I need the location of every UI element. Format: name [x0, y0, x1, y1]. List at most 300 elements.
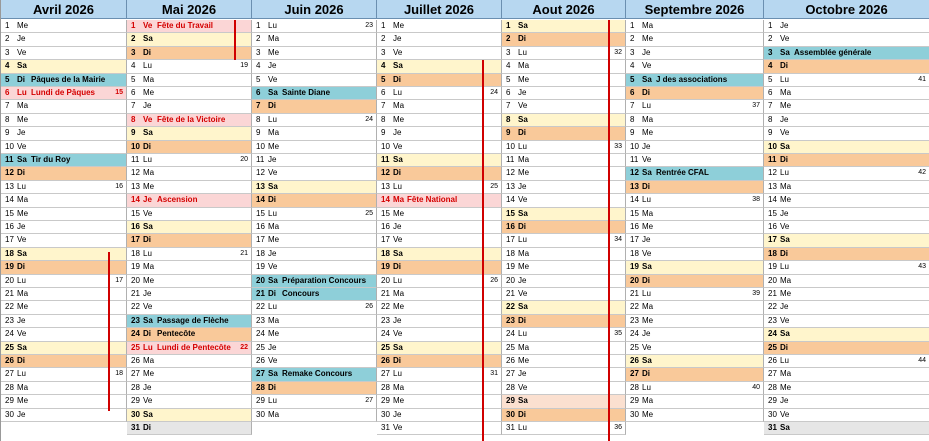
day-row — [626, 275, 764, 288]
day-row — [1, 33, 127, 46]
weekday: Ve — [642, 248, 652, 258]
weekday: Sa — [268, 181, 278, 191]
day-number: 25 — [381, 342, 390, 352]
day-number: 24 — [5, 329, 14, 339]
day-row — [764, 154, 929, 167]
day-number: 3 — [381, 47, 386, 57]
event-label: Rentrée CFAL — [656, 168, 709, 178]
weekday: Ve — [642, 61, 652, 71]
day-number: 14 — [131, 195, 140, 205]
day-row — [1, 221, 127, 234]
day-number: 22 — [381, 302, 390, 312]
month-header: Juillet 2026 — [377, 0, 502, 19]
day-number: 7 — [381, 101, 386, 111]
day-row — [1, 114, 127, 127]
weekday: Ve — [780, 222, 790, 231]
day-row — [252, 342, 377, 355]
day-row — [127, 342, 252, 355]
day-row — [127, 275, 252, 288]
weekday: Je — [518, 181, 527, 191]
weekday: Me — [143, 88, 155, 97]
weekday: Di — [780, 155, 788, 164]
day-row — [377, 47, 502, 60]
day-number: 11 — [5, 155, 14, 164]
week-number: 16 — [115, 182, 123, 190]
weekday: Di — [393, 262, 401, 272]
day-row — [127, 154, 252, 167]
weekday: Lu — [268, 302, 277, 312]
weekday: Ve — [268, 262, 278, 272]
weekday: Ve — [143, 114, 153, 124]
day-number: 14 — [768, 195, 777, 205]
weekday: Lu — [17, 88, 27, 97]
day-row — [764, 181, 929, 194]
weekday: Di — [143, 141, 151, 151]
day-row — [626, 33, 764, 46]
day-row — [764, 33, 929, 46]
day-row — [764, 368, 929, 381]
weekday: Di — [393, 356, 401, 365]
weekday: Ve — [642, 155, 652, 164]
day-number: 30 — [506, 409, 515, 419]
day-row — [127, 328, 252, 341]
day-row — [377, 33, 502, 46]
day-number: 26 — [506, 356, 515, 365]
day-number: 24 — [630, 329, 639, 339]
day-number: 29 — [5, 396, 14, 406]
day-number: 5 — [256, 74, 261, 84]
weekday: Lu — [642, 101, 651, 111]
weekday: Sa — [143, 222, 153, 231]
day-row — [127, 409, 252, 422]
event-label: Assemblée générale — [794, 47, 872, 57]
day-number: 16 — [131, 222, 140, 231]
weekday: Me — [143, 181, 155, 191]
weekday: Di — [17, 74, 25, 84]
day-row — [252, 181, 377, 194]
day-number: 21 — [5, 289, 14, 298]
day-row — [377, 20, 502, 33]
weekday: Sa — [143, 34, 153, 44]
day-number: 21 — [630, 289, 639, 298]
day-number: 31 — [131, 423, 140, 432]
day-row — [1, 60, 127, 73]
weekday: Je — [518, 369, 527, 379]
day-number: 4 — [506, 61, 511, 71]
day-number: 24 — [768, 329, 777, 339]
day-number: 20 — [5, 275, 14, 285]
day-number: 11 — [256, 155, 265, 164]
month-column — [127, 0, 252, 441]
day-number: 25 — [5, 342, 14, 352]
week-number: 15 — [115, 89, 123, 96]
day-number: 11 — [630, 155, 639, 164]
day-row — [252, 221, 377, 234]
weekday: Ma — [143, 74, 155, 84]
day-row — [764, 221, 929, 234]
day-row — [626, 221, 764, 234]
day-row — [1, 20, 127, 33]
day-number: 6 — [768, 88, 773, 97]
day-number: 24 — [131, 329, 140, 339]
weekday: Di — [143, 47, 151, 57]
weekday: Lu — [143, 342, 153, 352]
month-column — [626, 0, 764, 441]
weekday: Ma — [642, 302, 654, 312]
day-row — [764, 395, 929, 408]
weekday: Ma — [518, 61, 530, 71]
day-row — [626, 141, 764, 154]
day-number: 13 — [506, 181, 515, 191]
weekday: Lu — [642, 289, 651, 298]
day-number: 2 — [256, 34, 261, 44]
month-header: Septembre 2026 — [626, 0, 764, 19]
day-row — [252, 20, 377, 33]
weekday: Je — [143, 289, 152, 298]
weekday: Je — [780, 396, 789, 406]
day-row — [252, 261, 377, 274]
weekday: Di — [518, 128, 526, 138]
day-number: 12 — [5, 168, 14, 178]
day-number: 5 — [381, 74, 386, 84]
day-number: 5 — [131, 74, 136, 84]
day-row — [764, 194, 929, 207]
day-row — [252, 141, 377, 154]
weekday: Je — [17, 222, 26, 231]
day-number: 30 — [381, 409, 390, 419]
day-row — [1, 127, 127, 140]
event-label: Fête de la Victoire — [157, 114, 226, 124]
day-row — [764, 315, 929, 328]
weekday: Sa — [393, 248, 403, 258]
day-number: 30 — [131, 409, 140, 419]
day-number: 14 — [256, 195, 265, 205]
weekday: Ve — [642, 342, 652, 352]
weekday: Me — [780, 289, 792, 298]
day-row — [127, 141, 252, 154]
weekday: Di — [268, 101, 276, 111]
day-row — [252, 409, 377, 422]
day-row — [1, 47, 127, 60]
day-number: 3 — [768, 47, 773, 57]
month-header: Octobre 2026 — [764, 0, 929, 19]
week-number: 27 — [365, 397, 373, 405]
day-number: 13 — [5, 181, 14, 191]
day-number: 21 — [381, 289, 390, 298]
weekday: Ma — [518, 248, 530, 258]
day-number: 9 — [506, 128, 511, 138]
weekday: Ve — [143, 396, 153, 406]
day-number: 18 — [256, 248, 265, 258]
day-row — [1, 141, 127, 154]
day-number: 16 — [768, 222, 777, 231]
day-number: 25 — [131, 342, 140, 352]
day-row — [127, 208, 252, 221]
weekday: Sa — [518, 114, 528, 124]
day-number: 12 — [131, 168, 140, 178]
weekday: Je — [143, 101, 152, 111]
weekday: Lu — [268, 396, 277, 406]
day-number: 26 — [131, 356, 140, 365]
day-number: 18 — [5, 248, 14, 258]
day-row — [127, 114, 252, 127]
day-number: 15 — [768, 208, 777, 218]
day-number: 16 — [5, 222, 14, 231]
day-row — [626, 114, 764, 127]
day-number: 2 — [630, 34, 635, 44]
day-number: 23 — [381, 315, 390, 325]
weekday: Ma — [268, 315, 280, 325]
day-number: 21 — [131, 289, 140, 298]
day-number: 15 — [5, 208, 14, 218]
day-row — [626, 20, 764, 33]
day-number: 11 — [131, 155, 140, 164]
weekday: Sa — [393, 342, 403, 352]
weekday: Je — [143, 382, 152, 392]
day-number: 19 — [506, 262, 515, 272]
day-number: 26 — [381, 356, 390, 365]
event-label: Pentecôte — [157, 329, 196, 339]
day-number: 25 — [630, 342, 639, 352]
day-number: 3 — [506, 47, 511, 57]
day-number: 1 — [768, 21, 773, 30]
weekday: Sa — [642, 356, 652, 365]
event-label: Fête National — [407, 195, 458, 205]
weekday: Ve — [17, 141, 27, 151]
day-row — [626, 355, 764, 368]
day-number: 29 — [768, 396, 777, 406]
day-number: 4 — [131, 61, 136, 71]
day-number: 3 — [256, 47, 261, 57]
weekday: Je — [393, 222, 402, 231]
day-row — [252, 114, 377, 127]
day-row — [626, 60, 764, 73]
day-number: 1 — [256, 21, 261, 30]
weekday: Ma — [518, 342, 530, 352]
weekday: Sa — [393, 61, 403, 71]
weekday: Me — [518, 262, 530, 272]
day-number: 5 — [768, 74, 773, 84]
day-number: 31 — [381, 423, 390, 432]
day-row — [252, 301, 377, 314]
weekday: Ma — [642, 21, 654, 30]
day-row — [127, 315, 252, 328]
weekday: Ve — [268, 74, 278, 84]
day-number: 4 — [768, 61, 773, 71]
weekday: Ma — [780, 369, 792, 379]
day-row — [252, 127, 377, 140]
day-row — [127, 87, 252, 100]
day-number: 11 — [506, 155, 515, 164]
day-number: 4 — [630, 61, 635, 71]
weekday: Di — [642, 181, 650, 191]
weekday: Sa — [780, 141, 790, 151]
weekday: Sa — [642, 74, 652, 84]
weekday: Sa — [268, 369, 278, 379]
day-row — [764, 288, 929, 301]
day-number: 19 — [381, 262, 390, 272]
weekday: Di — [268, 195, 276, 205]
day-number: 20 — [506, 275, 515, 285]
weekday: Ve — [17, 235, 27, 245]
weekday: Je — [268, 342, 277, 352]
day-number: 7 — [5, 101, 10, 111]
day-number: 10 — [131, 141, 140, 151]
weekday: Ve — [518, 195, 528, 205]
week-number: 31 — [490, 370, 498, 378]
weekday: Ma — [642, 208, 654, 218]
day-number: 10 — [630, 141, 639, 151]
day-row — [626, 194, 764, 207]
weekday: Lu — [518, 47, 527, 57]
month-header: Avril 2026 — [1, 0, 127, 19]
day-number: 17 — [630, 235, 639, 245]
weekday: Je — [268, 61, 277, 71]
holiday-period-line — [482, 60, 484, 441]
weekday: Me — [393, 21, 405, 30]
day-row — [127, 74, 252, 87]
weekday: Di — [780, 61, 788, 71]
day-row — [764, 74, 929, 87]
weekday: Ma — [780, 88, 792, 97]
weekday: Ve — [143, 21, 153, 30]
day-row — [1, 234, 127, 247]
weekday: Lu — [17, 181, 26, 191]
weekday: Me — [642, 409, 654, 419]
weekday: Lu — [268, 114, 277, 124]
day-row — [252, 288, 377, 301]
weekday: Lu — [268, 208, 277, 218]
weekday: Lu — [393, 88, 402, 97]
day-number: 14 — [5, 195, 14, 205]
day-number: 29 — [381, 396, 390, 406]
week-number: 23 — [365, 22, 373, 29]
day-number: 9 — [768, 128, 773, 138]
day-row — [127, 234, 252, 247]
day-number: 26 — [630, 356, 639, 365]
weekday: Sa — [642, 168, 652, 178]
day-row — [626, 288, 764, 301]
day-number: 4 — [5, 61, 10, 71]
day-number: 10 — [256, 141, 265, 151]
day-number: 10 — [5, 141, 14, 151]
day-number: 21 — [256, 289, 265, 298]
weekday: Di — [780, 248, 788, 258]
weekday: Ve — [17, 47, 27, 57]
weekday: Me — [780, 382, 792, 392]
day-row — [127, 288, 252, 301]
weekday: Me — [780, 101, 792, 111]
weekday: Lu — [393, 275, 402, 285]
weekday: Me — [518, 168, 530, 178]
day-number: 6 — [256, 88, 261, 97]
weekday: Di — [642, 369, 650, 379]
weekday: Sa — [17, 61, 27, 71]
day-row — [127, 181, 252, 194]
week-number: 35 — [614, 330, 622, 338]
day-row — [127, 301, 252, 314]
weekday: Je — [393, 128, 402, 138]
day-row — [127, 382, 252, 395]
day-row — [1, 87, 127, 100]
day-row — [626, 248, 764, 261]
weekday: Lu — [268, 21, 277, 30]
month-header: Mai 2026 — [127, 0, 252, 19]
weekday: Di — [780, 342, 788, 352]
weekday: Ve — [393, 235, 403, 245]
day-row — [1, 74, 127, 87]
weekday: Ma — [642, 114, 654, 124]
day-number: 30 — [768, 409, 777, 419]
day-row — [764, 208, 929, 221]
weekday: Lu — [143, 155, 152, 164]
day-row — [626, 127, 764, 140]
day-number: 5 — [630, 74, 635, 84]
day-number: 19 — [256, 262, 265, 272]
day-number: 28 — [131, 382, 140, 392]
weekday: Sa — [17, 248, 27, 258]
week-number: 26 — [490, 276, 498, 284]
week-number: 22 — [240, 343, 248, 351]
day-number: 12 — [256, 168, 265, 178]
weekday: Me — [17, 21, 29, 30]
weekday: Sa — [268, 275, 278, 285]
weekday: Me — [642, 34, 654, 44]
day-row — [1, 194, 127, 207]
weekday: Je — [518, 88, 527, 97]
week-number: 25 — [365, 209, 373, 217]
day-number: 21 — [768, 289, 777, 298]
weekday: Sa — [642, 262, 652, 272]
day-number: 17 — [131, 235, 140, 245]
weekday: Ve — [143, 302, 153, 312]
weekday: Sa — [17, 155, 27, 164]
week-number: 21 — [240, 249, 248, 257]
weekday: Di — [143, 423, 151, 432]
weekday: Di — [268, 289, 276, 298]
day-row — [764, 87, 929, 100]
day-row — [252, 100, 377, 113]
weekday: Me — [268, 235, 280, 245]
day-number: 12 — [506, 168, 515, 178]
weekday: Me — [642, 315, 654, 325]
day-number: 4 — [381, 61, 386, 71]
week-number: 38 — [752, 196, 760, 204]
day-row — [764, 60, 929, 73]
weekday: Lu — [143, 248, 152, 258]
day-number: 20 — [630, 275, 639, 285]
weekday: Ve — [393, 141, 403, 151]
day-row — [764, 328, 929, 341]
day-number: 23 — [506, 315, 515, 325]
day-number: 19 — [131, 262, 140, 272]
day-number: 8 — [131, 114, 136, 124]
day-number: 22 — [506, 302, 515, 312]
day-number: 19 — [768, 262, 777, 272]
day-row — [127, 355, 252, 368]
day-number: 12 — [768, 168, 777, 178]
weekday: Lu — [393, 181, 402, 191]
weekday: Je — [17, 128, 26, 138]
weekday: Di — [17, 356, 25, 365]
day-number: 2 — [506, 34, 511, 44]
weekday: Je — [780, 208, 789, 218]
day-row — [626, 395, 764, 408]
weekday: Ve — [143, 208, 153, 218]
weekday: Ma — [17, 289, 29, 298]
weekday: Je — [393, 34, 402, 44]
weekday: Sa — [518, 396, 528, 406]
